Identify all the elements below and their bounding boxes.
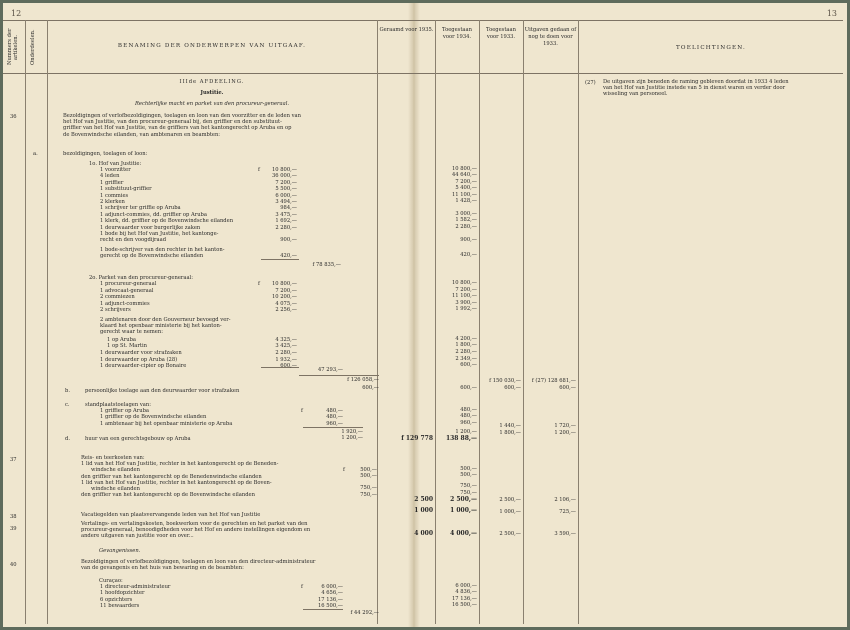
art38-uitgaven: 725,— [559, 509, 576, 515]
d-1933: 1 800,— [499, 430, 521, 436]
subtotal-rule [261, 259, 299, 260]
line-item-1934: 3 900,— [455, 299, 477, 306]
art37-value: 500,— [360, 467, 377, 473]
d-uitgaven: 1 200,— [554, 430, 576, 436]
line-item-label: 1 schrijver ter griffie op Aruba [100, 205, 181, 212]
article-number: 38 [10, 514, 17, 520]
line-item-1934: 1 800,— [455, 342, 477, 349]
line-item-value: 3 494,— [275, 199, 297, 205]
article-number: 40 [10, 562, 17, 568]
header-toegestaan-1934: Toegestaan voor 1934. [442, 27, 472, 40]
line-item-1934: 2 280,— [455, 223, 477, 230]
sub-text: persoonlijke toelage aan den deurwaarder voor strafzaken [85, 388, 240, 394]
header-bottom-rule [3, 73, 843, 74]
sub-letter: d. [65, 436, 70, 442]
article-number: 39 [10, 526, 17, 532]
art37-value: 750,— [360, 492, 377, 498]
header-uitgaven-1933: Uitgaven gedaan of nog te doen voor 1933. [524, 27, 577, 47]
line-item-value: 984,— [280, 205, 297, 212]
line-item-label: 1 klerk, dd. griffier op de Bovenwindsche eilanden [100, 218, 234, 225]
line-item-value: 600,— [280, 363, 297, 370]
column-rule [578, 20, 579, 624]
sub-letter: a. [33, 151, 38, 157]
line-item-value: 4 075,— [275, 300, 297, 307]
bode-value: 900,— [280, 237, 297, 243]
line-item-label: 1 advocaat-generaal [100, 287, 154, 294]
line-item-label: 2 schrijvers [100, 307, 131, 314]
page-number-right: 13 [826, 9, 837, 18]
line-item-1934: 17 136,— [452, 595, 477, 602]
line-item-label: 1 griffier op de Bovenwindsche eilanden [100, 414, 207, 421]
art39-1933: 2 500,— [499, 531, 521, 537]
line-item-value: 3 475,— [275, 211, 297, 218]
line-item-label: 2 klerken [100, 199, 125, 205]
art37-1934: 750,— [460, 490, 477, 496]
a-total: f 126 058,— [347, 377, 379, 383]
hof-total: f 78 835,— [312, 262, 341, 268]
bode2-1934: 420,— [460, 252, 477, 258]
article-37-text: Reis- en teerkosten van: 1 lid van het Hof van Justitie, rechter in het kantongerecht op de Beneden- windsche eilanden den griffier van het kantongerecht op de Benedenwindsche eilanden 1 lid van het Hof van Justitie, rechter in het kantongerecht op de Boven- windsche eilanden den griffier van het kantongerecht op de Bovenwindsche eilanden [81, 455, 279, 499]
art37-value: 500,— [360, 473, 377, 479]
line-item-1934: 11 100,— [452, 191, 477, 198]
b-1933: 600,— [504, 385, 521, 391]
line-item-label: 1 adjunct-commies [100, 300, 150, 307]
line-item-value: 4 656,— [321, 590, 343, 597]
line-item-label: 1 op St. Martin [107, 343, 147, 350]
currency-mark: f [301, 584, 303, 590]
line-item-value: 6 000,— [321, 584, 343, 590]
line-item-1934: 6 000,— [455, 583, 477, 589]
article-38-text: Vacatiegelden van plaatsvervangende leden van het Hof van Justitie [81, 512, 261, 518]
b-1934: 600,— [460, 385, 477, 391]
note-number: (27) [585, 80, 596, 86]
section-title: IIIde AFDEELING. [179, 79, 245, 85]
line-item-1934: 11 100,— [452, 293, 477, 300]
sub-text: bezoldigingen, toelagen of loon: [63, 151, 148, 157]
line-item-1934: 16 500,— [452, 602, 477, 609]
art39-geraamd: 4 000 [414, 530, 433, 537]
article-40-text: Bezoldigingen of verlofbezoldigingen, toelagen en loon van den directeur-administrateur van de gevangenis en het huis van bewaring en de beambten: [81, 559, 316, 572]
note-text: De uitgaven zijn beneden de raming gebleven doordat in 1933 4 leden van het Hof van Justitie instede van 5 in dienst waren en verder door wisseling van personeel. [603, 79, 789, 98]
line-item-value: 480,— [326, 408, 343, 414]
section-subtitle: Justitie. [200, 90, 224, 96]
parket-title: 2o. Parket van den procureur-generaal: [89, 275, 193, 281]
line-item-value: 2 256,— [275, 307, 297, 314]
art37-value: 750,— [360, 485, 377, 491]
art37-uitgaven: 2 106,— [554, 497, 576, 503]
d-value: 1 200,— [341, 435, 363, 441]
header-geraamd: Geraamd voor 1935. [379, 27, 434, 33]
line-item-value: 7 200,— [275, 179, 297, 186]
line-item-label: 1 voorzitter [100, 167, 131, 173]
header-top-rule [3, 20, 843, 21]
line-item-value: 16 500,— [318, 603, 343, 610]
line-item-label: 1 commies [100, 192, 129, 199]
b-uitgaven: 600,— [559, 385, 576, 391]
b-uitgaven-total: f (27) 128 681,— [531, 378, 576, 384]
b-value: 600,— [362, 385, 379, 391]
line-item-1934: 10 800,— [452, 166, 477, 172]
ambtenaren-text: 2 ambtenaren door den Gouverneur bevoegd ver- klaard het openbaar ministerie bij het kanton- gerecht waar te nemen: [100, 317, 231, 336]
hof-title: 1o. Hof van Justitie: [89, 161, 142, 167]
gevangenissen-title: Gevangenissen. [99, 548, 141, 554]
currency-mark: f [258, 281, 260, 287]
line-item-1934: 5 400,— [455, 185, 477, 192]
line-item-1934: 600,— [460, 362, 477, 369]
line-item-value: 10 200,— [272, 294, 297, 301]
article-39-text: Vertalings- en vertalingskosten, boekwerken voor de gerechten en het parket van den procureur-generaal, benoodigdheden voor het Hof en andere instellingen eigendom en andere uitgaven van justitie voor en over... [81, 521, 311, 540]
line-item-value: 960,— [326, 420, 343, 427]
c-uitgaven: 1 720,— [554, 423, 576, 429]
art39-uitgaven: 3 590,— [554, 531, 576, 537]
line-item-label: 1 deurwaarder op Aruba (28) [100, 356, 178, 363]
article-number: 36 [10, 114, 17, 120]
sub-text: standplaatstoelagen van: [85, 402, 151, 408]
art38-1934: 1 000,— [450, 507, 477, 514]
art37-1934: 500,— [460, 466, 477, 472]
column-rule [47, 20, 48, 624]
line-item-label: 1 deurwaarder voor strafzaken [100, 350, 182, 356]
sub-text: huur van een gerechtsgebouw op Aruba [85, 436, 191, 442]
art36-total-geraamd: f 129 778 [401, 435, 433, 442]
column-rule [25, 20, 26, 624]
sub-letter: c. [65, 402, 70, 408]
line-item-label: 1 procureur-generaal [100, 281, 157, 287]
line-item-value: 1 932,— [275, 356, 297, 363]
art37-total-1934: 2 500,— [450, 496, 477, 503]
article-number: 37 [10, 457, 17, 463]
header-nummers: Nummers der artikelen. [7, 28, 19, 66]
line-item-label: 1 deurwaarder voor burgerlijke zaken [100, 224, 201, 231]
line-item-1934: 44 640,— [452, 172, 477, 179]
line-item-value: 2 280,— [275, 224, 297, 231]
line-item-value: 4 325,— [275, 337, 297, 343]
page-number-left: 12 [11, 9, 22, 18]
line-item-label: 1 adjunct-commies, dd. griffier op Aruba [100, 211, 207, 218]
document-spread [3, 3, 847, 627]
line-item-value: 480,— [326, 414, 343, 421]
art38-1933: 1 000,— [499, 509, 521, 515]
c-1933: 1 440,— [499, 423, 521, 429]
art39-1934: 4 000,— [450, 530, 477, 537]
line-item-1934: 4 836,— [455, 589, 477, 596]
line-item-value: 6 000,— [275, 192, 297, 199]
line-item-1934: 480,— [460, 407, 477, 413]
line-item-1934: 2 349,— [455, 355, 477, 362]
d-1934: 1 200,— [455, 429, 477, 435]
line-item-1934: 7 200,— [455, 178, 477, 185]
line-item-value: 17 136,— [318, 596, 343, 603]
subtotal-rule [303, 427, 363, 428]
line-item-1934: 2 280,— [455, 349, 477, 355]
line-item-label: 1 griffier [100, 179, 124, 186]
line-item-label: 1 directeur-administrateur [100, 584, 171, 590]
header-onderdeelen: Onderdeelen. [30, 29, 36, 65]
line-item-label: 1 op Aruba [107, 337, 137, 343]
bode2-value: 420,— [280, 253, 297, 259]
line-item-value: 10 800,— [272, 281, 297, 287]
currency-mark: f [301, 408, 303, 414]
line-item-1934: 3 000,— [455, 210, 477, 217]
line-item-value: 36 000,— [272, 173, 297, 180]
line-item-label: 1 griffier op Aruba [100, 408, 150, 414]
line-item-1934: 7 200,— [455, 286, 477, 293]
line-item-value: 7 200,— [275, 287, 297, 294]
line-item-label: 1 hoofdopzichter [100, 590, 145, 597]
line-item-1934: 480,— [460, 413, 477, 420]
art40-total: f 44 292,— [350, 610, 379, 616]
currency-mark: f [343, 467, 345, 473]
header-benaming: BENAMING DER ONDERWERPEN VAN UITGAAF. [117, 43, 307, 49]
art37-1934: 750,— [460, 483, 477, 489]
c-total: 1 920,— [341, 429, 363, 435]
bode-text: 1 bode bij het Hof van Justitie, het kantonge- recht en den voogdijraad [100, 231, 219, 244]
currency-mark: f [258, 167, 260, 173]
article-36-text: Bezoldigingen of verlofbezoldigingen, toelagen en loon van den voorzitter en de leden van het Hof van Justitie, van den procureur-generaal bij, den griffier en den substituut- griffier van het Hof van Justitie, van de griffiers van het kantongerecht op Aruba en op de Bovenwindsche eilanden, van ambtenaren en beambten: [63, 113, 301, 138]
section-subsubtitle: Rechterlijke macht en parket van den procureur-generaal. [135, 101, 289, 107]
line-item-1934: 1 428,— [455, 198, 477, 204]
b-1933-total: f 150 030,— [489, 378, 521, 384]
line-item-1934: 1 582,— [455, 217, 477, 224]
line-item-label: 1 substituut-griffier [100, 186, 152, 193]
line-item-value: 3 425,— [275, 343, 297, 350]
line-item-label: 6 opzichters [100, 596, 133, 603]
line-item-value: 10 800,— [272, 167, 297, 173]
header-toegestaan-1933: Toegestaan voor 1933. [486, 27, 516, 40]
line-item-value: 2 280,— [275, 350, 297, 356]
art37-total-geraamd: 2 500 [414, 496, 433, 503]
art36-total-1934: 138 88,— [445, 435, 477, 442]
bode2-text: 1 bode-schrijver van den rechter in het kanton- gerecht op de Bovenwindsche eilanden [100, 247, 225, 260]
line-item-label: 2 commiezen [100, 294, 135, 301]
line-item-value: 5 500,— [275, 186, 297, 193]
curacao-title: Curaçao: [99, 578, 123, 584]
line-item-1934: 10 800,— [452, 280, 477, 286]
line-item-value: 1 692,— [275, 218, 297, 225]
line-item-1934: 1 992,— [455, 306, 477, 313]
line-item-label: 11 bewaarders [100, 603, 140, 610]
line-item-label: 1 deurwaarder-cipier op Bonaire [100, 363, 187, 370]
parket-total: 47 293,— [318, 367, 343, 373]
line-item-label: 1 ambtenaar bij het openbaar ministerie op Aruba [100, 420, 233, 427]
line-item-1934: 4 200,— [455, 336, 477, 342]
bode-1934: 900,— [460, 237, 477, 243]
art38-geraamd: 1 000 [414, 507, 433, 514]
line-item-label: 4 leden [100, 173, 120, 180]
header-toelichtingen: TOELICHTINGEN. [676, 45, 746, 51]
art37-1934: 500,— [460, 472, 477, 478]
subtotal-rule [299, 375, 379, 376]
art37-1933: 2 500,— [499, 497, 521, 503]
sub-letter: b. [65, 388, 70, 394]
line-item-1934: 960,— [460, 419, 477, 426]
